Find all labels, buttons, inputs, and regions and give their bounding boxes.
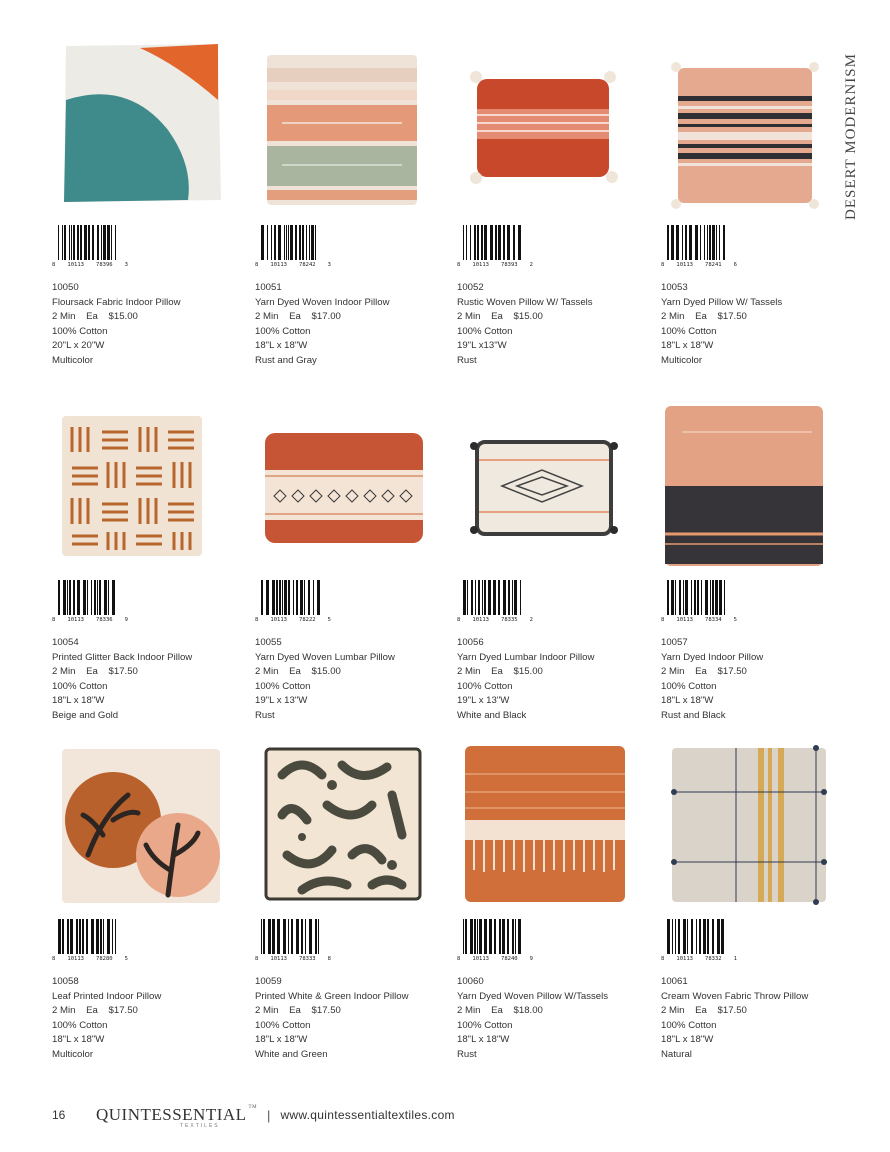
barcode-digits: [255, 956, 331, 962]
barcode-digits: [52, 956, 128, 962]
barcode-digit-3: 78336: [96, 617, 113, 623]
product-size: 18"L x 18"W: [52, 695, 105, 707]
barcode: [255, 919, 331, 964]
barcode-digit-4: 2: [529, 262, 533, 268]
barcode-digit-4: 6: [733, 262, 737, 268]
product-price: 2 Min Ea $15.00: [52, 311, 138, 323]
barcode-bars: [667, 580, 727, 615]
barcode-digit-1: 8: [457, 956, 461, 962]
pillow-image-10053: [666, 58, 824, 213]
barcode-bar: [520, 580, 521, 615]
product-size: 19"L x13"W: [457, 340, 507, 352]
barcode-digits: [457, 956, 533, 962]
barcode-digit-4: 9: [529, 956, 533, 962]
product-name: Printed White & Green Indoor Pillow: [255, 990, 409, 1002]
product-name: Yarn Dyed Lumbar Indoor Pillow: [457, 651, 595, 663]
barcode-digit-2: 10113: [67, 262, 84, 268]
product-material: 100% Cotton: [661, 1019, 717, 1031]
barcode-digit-1: 8: [661, 617, 665, 623]
barcode-digit-1: 8: [661, 956, 665, 962]
barcode-digit-4: 9: [124, 617, 128, 623]
barcode: [52, 580, 128, 625]
product-info: [255, 636, 395, 724]
barcode-digit-3: 78332: [705, 956, 722, 962]
barcode-digit-3: 78222: [299, 617, 316, 623]
product-size: 18"L x 18"W: [457, 1034, 510, 1046]
product-name: Cream Woven Fabric Throw Pillow: [661, 990, 809, 1002]
barcode-digit-3: 78280: [96, 956, 113, 962]
product-price: 2 Min Ea $17.50: [661, 666, 747, 678]
product-color: Rust and Gray: [255, 354, 317, 366]
barcode: [661, 225, 737, 270]
product-material: 100% Cotton: [52, 680, 108, 692]
barcode-digits: [661, 262, 737, 268]
product-info: [255, 281, 390, 369]
product-material: 100% Cotton: [457, 680, 513, 692]
barcode-digit-3: 78393: [501, 262, 518, 268]
product-price: 2 Min Ea $15.00: [457, 666, 543, 678]
barcode: [52, 919, 128, 964]
barcode-digits: [52, 617, 128, 623]
barcode-bars: [667, 225, 727, 260]
barcode-digit-2: 10113: [270, 956, 287, 962]
product-name: Yarn Dyed Indoor Pillow: [661, 651, 764, 663]
section-title: DESERT MODERNISM: [843, 53, 859, 220]
barcode-bar: [115, 919, 116, 954]
barcode-digit-2: 10113: [676, 617, 693, 623]
product-info: [457, 281, 593, 369]
product-name: Yarn Dyed Woven Indoor Pillow: [255, 296, 390, 308]
product-color: Multicolor: [52, 354, 94, 366]
barcode-bars: [261, 919, 321, 954]
barcode: [457, 225, 533, 270]
barcode-digit-4: 3: [124, 262, 128, 268]
barcode-digits: [255, 262, 331, 268]
product-size: 18"L x 18"W: [52, 1034, 105, 1046]
product-sku: 10059: [255, 976, 282, 987]
product-color: Rust: [457, 1048, 477, 1060]
barcode-digits: [255, 617, 331, 623]
product-size: 18"L x 18"W: [661, 340, 714, 352]
product-sku: 10057: [661, 637, 688, 648]
product-name: Printed Glitter Back Indoor Pillow: [52, 651, 193, 663]
product-name: Leaf Printed Indoor Pillow: [52, 990, 162, 1002]
barcode-bars: [58, 225, 118, 260]
barcode-digit-2: 10113: [472, 262, 489, 268]
product-info: [661, 281, 782, 369]
barcode-bar: [518, 919, 521, 954]
product-name: Rustic Woven Pillow W/ Tassels: [457, 296, 593, 308]
product-price: 2 Min Ea $17.00: [255, 311, 341, 323]
product-info: [255, 975, 409, 1063]
product-price: 2 Min Ea $17.50: [52, 666, 138, 678]
barcode-digit-3: 78396: [96, 262, 113, 268]
barcode-digit-1: 8: [255, 262, 259, 268]
barcode: [255, 225, 331, 270]
barcode: [457, 919, 533, 964]
barcode-bar: [518, 225, 521, 260]
product-color: Multicolor: [52, 1048, 94, 1060]
barcode-digit-4: 1: [733, 956, 737, 962]
product-material: 100% Cotton: [457, 325, 513, 337]
product-size: 20"L x 20"W: [52, 340, 105, 352]
product-price: 2 Min Ea $18.00: [457, 1005, 543, 1017]
barcode-digit-3: 78241: [705, 262, 722, 268]
product-info: [661, 636, 763, 724]
barcode: [255, 580, 331, 625]
product-sku: 10055: [255, 637, 282, 648]
barcode-digit-2: 10113: [676, 956, 693, 962]
pillow-image-10051: [262, 50, 422, 210]
barcode-bar: [724, 919, 727, 954]
barcode-digit-1: 8: [661, 262, 665, 268]
footer-separator: |: [267, 1107, 271, 1123]
product-sku: 10054: [52, 637, 79, 648]
barcode-digits: [661, 956, 737, 962]
barcode: [661, 919, 737, 964]
product-color: Rust and Black: [661, 709, 726, 721]
product-info: [457, 975, 608, 1063]
barcode-bar: [724, 580, 725, 615]
product-price: 2 Min Ea $17.50: [52, 1005, 138, 1017]
product-color: White and Green: [255, 1048, 328, 1060]
barcode-bar: [723, 225, 725, 260]
product-info: [457, 636, 594, 724]
product-price: 2 Min Ea $15.00: [255, 666, 341, 678]
pillow-image-10054: [58, 412, 206, 560]
page-footer: [52, 1103, 455, 1127]
product-sku: 10053: [661, 282, 688, 293]
product-size: 18"L x 18"W: [255, 340, 308, 352]
product-color: Multicolor: [661, 354, 703, 366]
barcode-bars: [667, 919, 727, 954]
website-link[interactable]: www.quintessentialtextiles.com: [280, 1108, 455, 1122]
barcode-bar: [316, 225, 319, 260]
product-material: 100% Cotton: [661, 680, 717, 692]
product-sku: 10061: [661, 976, 688, 987]
product-info: [52, 636, 192, 724]
barcode-digits: [661, 617, 737, 623]
product-color: Rust: [457, 354, 477, 366]
barcode-digit-1: 8: [255, 956, 259, 962]
brand-logo: [96, 1105, 258, 1129]
product-name: Yarn Dyed Pillow W/ Tassels: [661, 296, 783, 308]
barcode-digit-4: 3: [327, 262, 331, 268]
barcode-digits: [457, 262, 533, 268]
barcode-digit-1: 8: [52, 262, 56, 268]
barcode-digit-1: 8: [255, 617, 259, 623]
barcode-digit-3: 78333: [299, 956, 316, 962]
barcode-digit-1: 8: [52, 956, 56, 962]
product-sku: 10056: [457, 637, 484, 648]
barcode: [457, 580, 533, 625]
barcode-digit-3: 78335: [501, 617, 518, 623]
product-size: 19"L x 13"W: [457, 695, 510, 707]
page-number: 16: [52, 1108, 66, 1122]
pillow-image-10050: [58, 40, 224, 206]
product-material: 100% Cotton: [52, 325, 108, 337]
brand-subtitle: TEXTILES: [180, 1123, 220, 1129]
product-color: White and Black: [457, 709, 527, 721]
product-name: Yarn Dyed Woven Pillow W/Tassels: [457, 990, 609, 1002]
pillow-image-10061: [666, 742, 832, 908]
product-info: [52, 975, 161, 1063]
barcode-digit-1: 8: [457, 617, 461, 623]
product-price: 2 Min Ea $15.00: [457, 311, 543, 323]
barcode-digit-3: 78242: [299, 262, 316, 268]
barcode-bars: [463, 580, 523, 615]
pillow-image-10059: [262, 745, 424, 903]
brand-name: QUINTESSENTIAL: [96, 1105, 247, 1124]
barcode-digits: [457, 617, 533, 623]
barcode-digit-2: 10113: [472, 617, 489, 623]
product-name: Floursack Fabric Indoor Pillow: [52, 296, 181, 308]
barcode-digit-2: 10113: [472, 956, 489, 962]
product-name: Yarn Dyed Woven Lumbar Pillow: [255, 651, 395, 663]
pillow-image-10060: [462, 742, 628, 907]
barcode-digit-2: 10113: [270, 617, 287, 623]
product-color: Beige and Gold: [52, 709, 119, 721]
barcode-digit-4: 5: [733, 617, 737, 623]
barcode-bar: [317, 580, 320, 615]
product-material: 100% Cotton: [457, 1019, 513, 1031]
barcode-bars: [261, 580, 321, 615]
barcode-digit-2: 10113: [67, 617, 84, 623]
product-sku: 10050: [52, 282, 79, 293]
barcode-digit-2: 10113: [270, 262, 287, 268]
barcode: [52, 225, 128, 270]
product-size: 18"L x 18"W: [661, 695, 714, 707]
pillow-image-10058: [58, 745, 224, 907]
barcode-digit-1: 8: [457, 262, 461, 268]
product-color: Rust: [255, 709, 275, 721]
product-size: 19"L x 13"W: [255, 695, 308, 707]
pillow-image-10052: [462, 65, 624, 190]
barcode-bar: [318, 919, 319, 954]
barcode-digit-1: 8: [52, 617, 56, 623]
barcode-digit-3: 78240: [501, 956, 518, 962]
pillow-image-10056: [462, 432, 624, 540]
product-sku: 10052: [457, 282, 484, 293]
product-info: [661, 975, 808, 1063]
product-material: 100% Cotton: [255, 680, 311, 692]
product-material: 100% Cotton: [661, 325, 717, 337]
barcode: [661, 580, 737, 625]
product-size: 18"L x 18"W: [255, 1034, 308, 1046]
product-price: 2 Min Ea $17.50: [661, 311, 747, 323]
product-size: 18"L x 18"W: [661, 1034, 714, 1046]
product-sku: 10058: [52, 976, 79, 987]
product-sku: 10060: [457, 976, 484, 987]
product-sku: 10051: [255, 282, 282, 293]
product-material: 100% Cotton: [52, 1019, 108, 1031]
barcode-bars: [261, 225, 321, 260]
barcode-digit-2: 10113: [676, 262, 693, 268]
barcode-digit-4: 5: [124, 956, 128, 962]
barcode-bars: [463, 225, 523, 260]
barcode-bars: [58, 919, 118, 954]
barcode-digit-4: 8: [327, 956, 331, 962]
product-info: [52, 281, 181, 369]
product-price: 2 Min Ea $17.50: [661, 1005, 747, 1017]
barcode-bar: [115, 225, 116, 260]
barcode-digit-2: 10113: [67, 956, 84, 962]
barcode-bars: [463, 919, 523, 954]
product-color: Natural: [661, 1048, 692, 1060]
product-price: 2 Min Ea $17.50: [255, 1005, 341, 1017]
pillow-image-10057: [662, 402, 826, 570]
product-material: 100% Cotton: [255, 1019, 311, 1031]
product-material: 100% Cotton: [255, 325, 311, 337]
barcode-bars: [58, 580, 118, 615]
barcode-digit-3: 78334: [705, 617, 722, 623]
barcode-digit-4: 2: [529, 617, 533, 623]
trademark: TM: [248, 1105, 258, 1110]
barcode-digits: [52, 262, 128, 268]
barcode-bar: [115, 580, 116, 615]
barcode-digit-4: 5: [327, 617, 331, 623]
pillow-image-10055: [262, 430, 426, 545]
